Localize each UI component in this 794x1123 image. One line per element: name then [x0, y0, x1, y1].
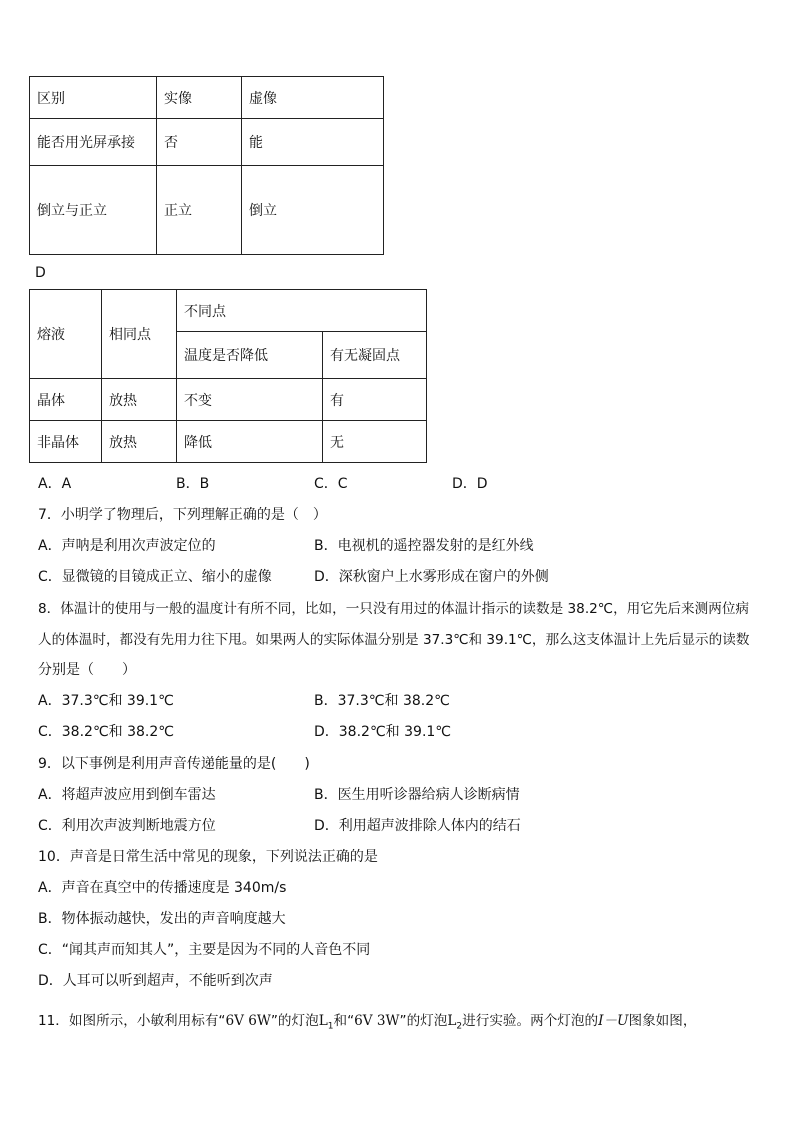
table2-header-cell: 相同点 [102, 290, 177, 379]
table1-cell: 否 [157, 119, 242, 166]
table1-cell: 能 [242, 119, 384, 166]
table2-cell: 无 [323, 421, 427, 463]
q10-option-b: B．物体振动越快，发出的声音响度越大 [38, 911, 286, 927]
image-comparison-table [29, 76, 384, 255]
table2-header-cell: 不同点 [177, 290, 427, 332]
q10-option-c: C．“闻其声而知其人”，主要是因为不同的人音色不同 [38, 942, 371, 958]
q11-stem [38, 1009, 696, 1032]
q6-option-d: D．D [452, 476, 488, 492]
table2-cell: 不变 [177, 379, 323, 421]
q7-stem: 7．小明学了物理后，下列理解正确的是（ ） [38, 507, 327, 523]
table1-header-cell: 虚像 [242, 77, 384, 119]
q8-option-d: D．38.2℃和 39.1℃ [314, 724, 452, 740]
table2-cell: 放热 [102, 421, 177, 463]
table2-cell: 非晶体 [30, 421, 102, 463]
table1-cell: 倒立 [242, 166, 384, 255]
q11-bulb1-subscript: 1 [327, 1021, 334, 1032]
table1-cell: 能否用光屏承接 [30, 119, 157, 166]
q9-option-c: C．利用次声波判断地震方位 [38, 818, 216, 834]
q11-text: 图象如图， [628, 1013, 697, 1029]
solidification-table [29, 289, 427, 463]
q11-text: ”的灯泡 [399, 1013, 448, 1029]
q11-iu-symbol: I－U [598, 1013, 629, 1029]
table1-cell: 倒立与正立 [30, 166, 157, 255]
q11-bulb1-symbol: L [318, 1013, 328, 1029]
q6-option-b: B．B [176, 476, 210, 492]
table1-header-cell: 区别 [30, 77, 157, 119]
q10-stem: 10．声音是日常生活中常见的现象，下列说法正确的是 [38, 849, 378, 865]
q6-option-c: C．C [314, 476, 348, 492]
q8-option-c: C．38.2℃和 38.2℃ [38, 724, 175, 740]
q8-stem-line1: 8．体温计的使用与一般的温度计有所不同，比如，一只没有用过的体温计指示的读数是 38.2℃，用它先后来测两位病 [38, 601, 749, 617]
option-d-label: D [35, 265, 46, 281]
q8-stem-line2: 人的体温时，都没有先用力往下甩。如果两人的实际体温分别是 37.3℃和 39.1℃，那么这支体温计上先后显示的读数 [38, 632, 750, 648]
table1-header-cell: 实像 [157, 77, 242, 119]
q9-option-b: B．医生用听诊器给病人诊断病情 [314, 787, 520, 803]
table2-subheader-cell: 有无凝固点 [323, 332, 427, 379]
q7-option-c: C．显微镜的目镜成正立、缩小的虚像 [38, 569, 272, 585]
table2-cell: 晶体 [30, 379, 102, 421]
q11-text: 11．如图所示，小敏利用标有“ [38, 1013, 226, 1029]
q11-text: 和“ [333, 1013, 355, 1029]
q7-option-a: A．声呐是利用次声波定位的 [38, 538, 216, 554]
q11-bulb2-spec: 6V 3W [354, 1013, 400, 1029]
q11-bulb1-spec: 6V 6W [225, 1013, 271, 1029]
table2-cell: 降低 [177, 421, 323, 463]
q8-stem-line3: 分别是（ ） [38, 662, 136, 678]
q11-bulb2-symbol: L [447, 1013, 457, 1029]
q9-stem: 9．以下事例是利用声音传递能量的是( ) [38, 756, 310, 772]
q10-option-a: A．声音在真空中的传播速度是 340m/s [38, 880, 287, 896]
q8-option-a: A．37.3℃和 39.1℃ [38, 693, 174, 709]
table2-cell: 放热 [102, 379, 177, 421]
table2-subheader-cell: 温度是否降低 [177, 332, 323, 379]
q8-option-b: B．37.3℃和 38.2℃ [314, 693, 450, 709]
q11-text: ”的灯泡 [270, 1013, 319, 1029]
q7-option-b: B．电视机的遥控器发射的是红外线 [314, 538, 534, 554]
q6-option-a: A．A [38, 476, 72, 492]
table2-header-cell: 熔液 [30, 290, 102, 379]
table1-cell: 正立 [157, 166, 242, 255]
table2-cell: 有 [323, 379, 427, 421]
q10-option-d: D．人耳可以听到超声，不能听到次声 [38, 973, 273, 989]
q9-option-d: D．利用超声波排除人体内的结石 [314, 818, 521, 834]
q7-option-d: D．深秋窗户上水雾形成在窗户的外侧 [314, 569, 549, 585]
q11-bulb2-subscript: 2 [456, 1021, 463, 1032]
q11-text: 进行实验。两个灯泡的 [462, 1013, 599, 1029]
q9-option-a: A．将超声波应用到倒车雷达 [38, 787, 216, 803]
